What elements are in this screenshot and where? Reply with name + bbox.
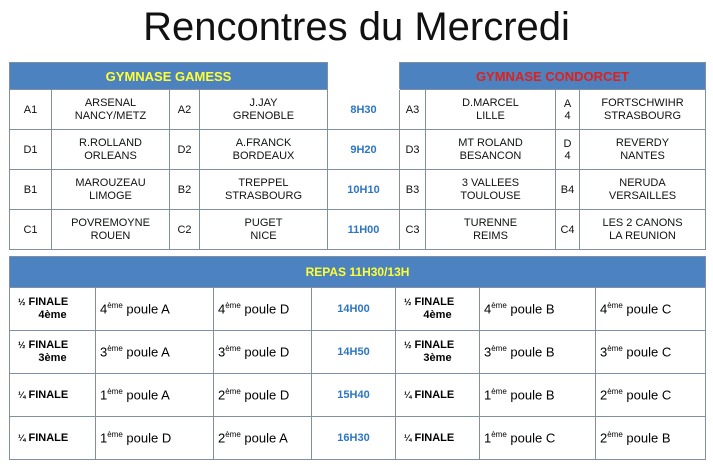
phase-fraction: ½ [404, 340, 412, 350]
group-code: A1 [10, 90, 52, 130]
code-line: C4 [560, 223, 575, 236]
team-line: NICE [250, 229, 277, 242]
team-line: A.FRANCK [235, 136, 292, 149]
poule-label: poule D [244, 301, 290, 317]
phase-fraction: ¼ [404, 432, 412, 443]
team-line: PUGET [244, 216, 283, 229]
team-line: NERUDA [619, 176, 666, 189]
schedule-row [10, 130, 706, 170]
rank-suffix: ème [607, 301, 623, 311]
match-time: 10H10 [328, 170, 400, 210]
team-line: LILLE [476, 109, 505, 122]
poule-label: poule B [510, 344, 555, 360]
match-time: 15H40 [312, 374, 396, 417]
team-line: BESANCON [459, 149, 522, 162]
match-teams [200, 170, 328, 210]
rank-suffix: ème [607, 387, 623, 397]
poule-label: poule B [626, 430, 671, 446]
phase-name: FINALE [28, 388, 69, 401]
match-teams [426, 90, 556, 130]
group-code: C1 [10, 210, 52, 250]
team-line: GRENOBLE [232, 109, 295, 122]
team-line: VERSAILLES [608, 189, 677, 202]
rank-suffix: ème [491, 387, 507, 397]
rank-number: 3 [100, 344, 108, 360]
group-code: C2 [170, 210, 200, 250]
rank-number: 4 [484, 301, 492, 317]
code-line: A [563, 97, 572, 110]
team-slot [596, 374, 706, 417]
phase-label [396, 331, 480, 374]
poule-label: poule D [126, 430, 172, 446]
team-slot [480, 331, 596, 374]
team-line: MAROUZEAU [75, 176, 146, 189]
team-line: 3 VALLEES [461, 176, 520, 189]
phase-name: FINALE [414, 388, 455, 401]
team-line: J.JAY [249, 96, 278, 109]
schedule-row [10, 210, 706, 250]
phase-fraction: ¼ [18, 389, 26, 400]
gym-b-header: GYMNASE CONDORCET [400, 63, 706, 90]
team-line: R.ROLLAND [79, 136, 142, 149]
rank-number: 2 [600, 387, 608, 403]
poule-label: poule B [510, 301, 555, 317]
rank-number: 2 [218, 387, 226, 403]
rank-suffix: ème [491, 430, 507, 440]
team-line: STRASBOURG [224, 189, 302, 202]
finals-row [10, 417, 706, 460]
poule-label: poule A [244, 430, 288, 446]
rank-number: 4 [600, 301, 608, 317]
match-time: 11H00 [328, 210, 400, 250]
poule-label: poule D [244, 387, 290, 403]
match-teams [580, 90, 706, 130]
team-slot [596, 417, 706, 460]
phase-fraction: ½ [18, 340, 26, 350]
phase-label [396, 288, 480, 331]
schedule-table [9, 62, 706, 250]
phase-name: FINALE [414, 431, 455, 444]
phase-sub: 3ème [423, 352, 452, 364]
rank-number: 1 [484, 387, 492, 403]
phase-label [10, 331, 96, 374]
team-slot [214, 417, 312, 460]
team-line: STRASBOURG [603, 109, 681, 122]
rank-suffix: ème [491, 344, 507, 354]
team-line: LIMOGE [89, 189, 132, 202]
phase-fraction: ½ [404, 297, 412, 307]
match-teams [580, 130, 706, 170]
match-teams [580, 210, 706, 250]
rank-suffix: ème [607, 430, 623, 440]
match-time: 14H50 [312, 331, 396, 374]
phase-name: FINALE [28, 296, 69, 308]
team-line: TURENNE [463, 216, 518, 229]
rank-suffix: ème [225, 301, 241, 311]
group-code: A3 [400, 90, 426, 130]
rank-suffix: ème [607, 344, 623, 354]
phase-name: FINALE [28, 431, 69, 444]
rank-number: 3 [484, 344, 492, 360]
team-slot [214, 288, 312, 331]
team-slot [96, 417, 214, 460]
rank-suffix: ème [225, 387, 241, 397]
team-slot [480, 417, 596, 460]
match-teams [426, 210, 556, 250]
team-line: NANCY/METZ [74, 109, 147, 122]
group-code: A2 [170, 90, 200, 130]
phase-fraction: ¼ [404, 389, 412, 400]
match-time: 8H30 [328, 90, 400, 130]
team-slot [214, 331, 312, 374]
poule-label: poule A [126, 344, 170, 360]
team-slot [596, 331, 706, 374]
rank-number: 4 [100, 301, 108, 317]
team-line: MT ROLAND [458, 136, 523, 149]
team-line: ROUEN [90, 229, 131, 242]
group-code: D2 [170, 130, 200, 170]
match-teams [426, 130, 556, 170]
match-time: 9H20 [328, 130, 400, 170]
match-teams [580, 170, 706, 210]
team-line: TOULOUSE [460, 189, 521, 202]
rank-number: 1 [100, 430, 108, 446]
rank-suffix: ème [107, 430, 123, 440]
phase-label [10, 417, 96, 460]
page-title: Rencontres du Mercredi [143, 5, 570, 49]
code-line: 4 [564, 149, 571, 162]
rank-suffix: ème [107, 301, 123, 311]
team-slot [96, 331, 214, 374]
schedule-row [10, 90, 706, 130]
phase-fraction: ½ [18, 297, 26, 307]
poule-label: poule D [244, 344, 290, 360]
match-teams [200, 90, 328, 130]
schedule-header [10, 63, 706, 90]
group-code: B2 [170, 170, 200, 210]
match-teams [52, 130, 170, 170]
gym-a-header: GYMNASE GAMESS [10, 63, 328, 90]
phase-name: FINALE [28, 339, 69, 351]
rank-suffix: ème [225, 344, 241, 354]
rank-number: 2 [600, 430, 608, 446]
group-code: B1 [10, 170, 52, 210]
poule-label: poule C [626, 301, 672, 317]
finals-table [9, 256, 706, 460]
rank-number: 3 [600, 344, 608, 360]
rank-number: 2 [218, 430, 226, 446]
team-line: ORLEANS [84, 149, 137, 162]
phase-label [396, 374, 480, 417]
rank-number: 4 [218, 301, 226, 317]
team-line: NANTES [620, 149, 665, 162]
poule-label: poule C [626, 387, 672, 403]
code-line: D [563, 137, 572, 150]
rank-number: 1 [100, 387, 108, 403]
finals-row [10, 331, 706, 374]
group-code [556, 210, 580, 250]
team-line: BORDEAUX [232, 149, 295, 162]
group-code [556, 170, 580, 210]
group-code [556, 90, 580, 130]
finals-row [10, 288, 706, 331]
phase-sub: 4ème [38, 309, 67, 321]
header-separator [328, 63, 400, 90]
poule-label: poule A [126, 387, 170, 403]
phase-label [396, 417, 480, 460]
phase-sub: 4ème [423, 309, 452, 321]
team-slot [96, 374, 214, 417]
phase-label [10, 288, 96, 331]
rank-suffix: ème [225, 430, 241, 440]
poule-label: poule C [626, 344, 672, 360]
match-teams [52, 90, 170, 130]
group-code: B3 [400, 170, 426, 210]
group-code: C3 [400, 210, 426, 250]
repas-banner: REPAS 11H30/13H [10, 257, 706, 288]
team-slot [214, 374, 312, 417]
team-line: D.MARCEL [462, 96, 519, 109]
group-code: D1 [10, 130, 52, 170]
team-line: REVERDY [615, 136, 670, 149]
phase-sub: 3ème [38, 352, 67, 364]
group-code: D3 [400, 130, 426, 170]
finals-row [10, 374, 706, 417]
rank-suffix: ème [107, 387, 123, 397]
match-teams [52, 170, 170, 210]
team-line: LES 2 CANONS [602, 216, 683, 229]
phase-label [10, 374, 96, 417]
match-teams [200, 210, 328, 250]
team-line: POVREMOYNE [71, 216, 150, 229]
team-slot [480, 374, 596, 417]
rank-suffix: ème [491, 301, 507, 311]
rank-number: 1 [484, 430, 492, 446]
team-line: TREPPEL [238, 176, 289, 189]
schedule-row [10, 170, 706, 210]
team-slot [96, 288, 214, 331]
group-code [556, 130, 580, 170]
match-teams [426, 170, 556, 210]
match-teams [52, 210, 170, 250]
poule-label: poule C [510, 430, 556, 446]
match-teams [200, 130, 328, 170]
phase-fraction: ¼ [18, 432, 26, 443]
rank-number: 3 [218, 344, 226, 360]
team-slot [596, 288, 706, 331]
team-line: LA REUNION [609, 229, 676, 242]
rank-suffix: ème [107, 344, 123, 354]
team-line: ARSENAL [84, 96, 137, 109]
code-line: 4 [564, 109, 571, 122]
team-slot [480, 288, 596, 331]
poule-label: poule B [510, 387, 555, 403]
poule-label: poule A [126, 301, 170, 317]
match-time: 14H00 [312, 288, 396, 331]
match-time: 16H30 [312, 417, 396, 460]
team-line: FORTSCHWIHR [601, 96, 684, 109]
code-line: B4 [560, 183, 575, 196]
phase-name: FINALE [414, 296, 455, 308]
phase-name: FINALE [414, 339, 455, 351]
team-line: REIMS [473, 229, 508, 242]
